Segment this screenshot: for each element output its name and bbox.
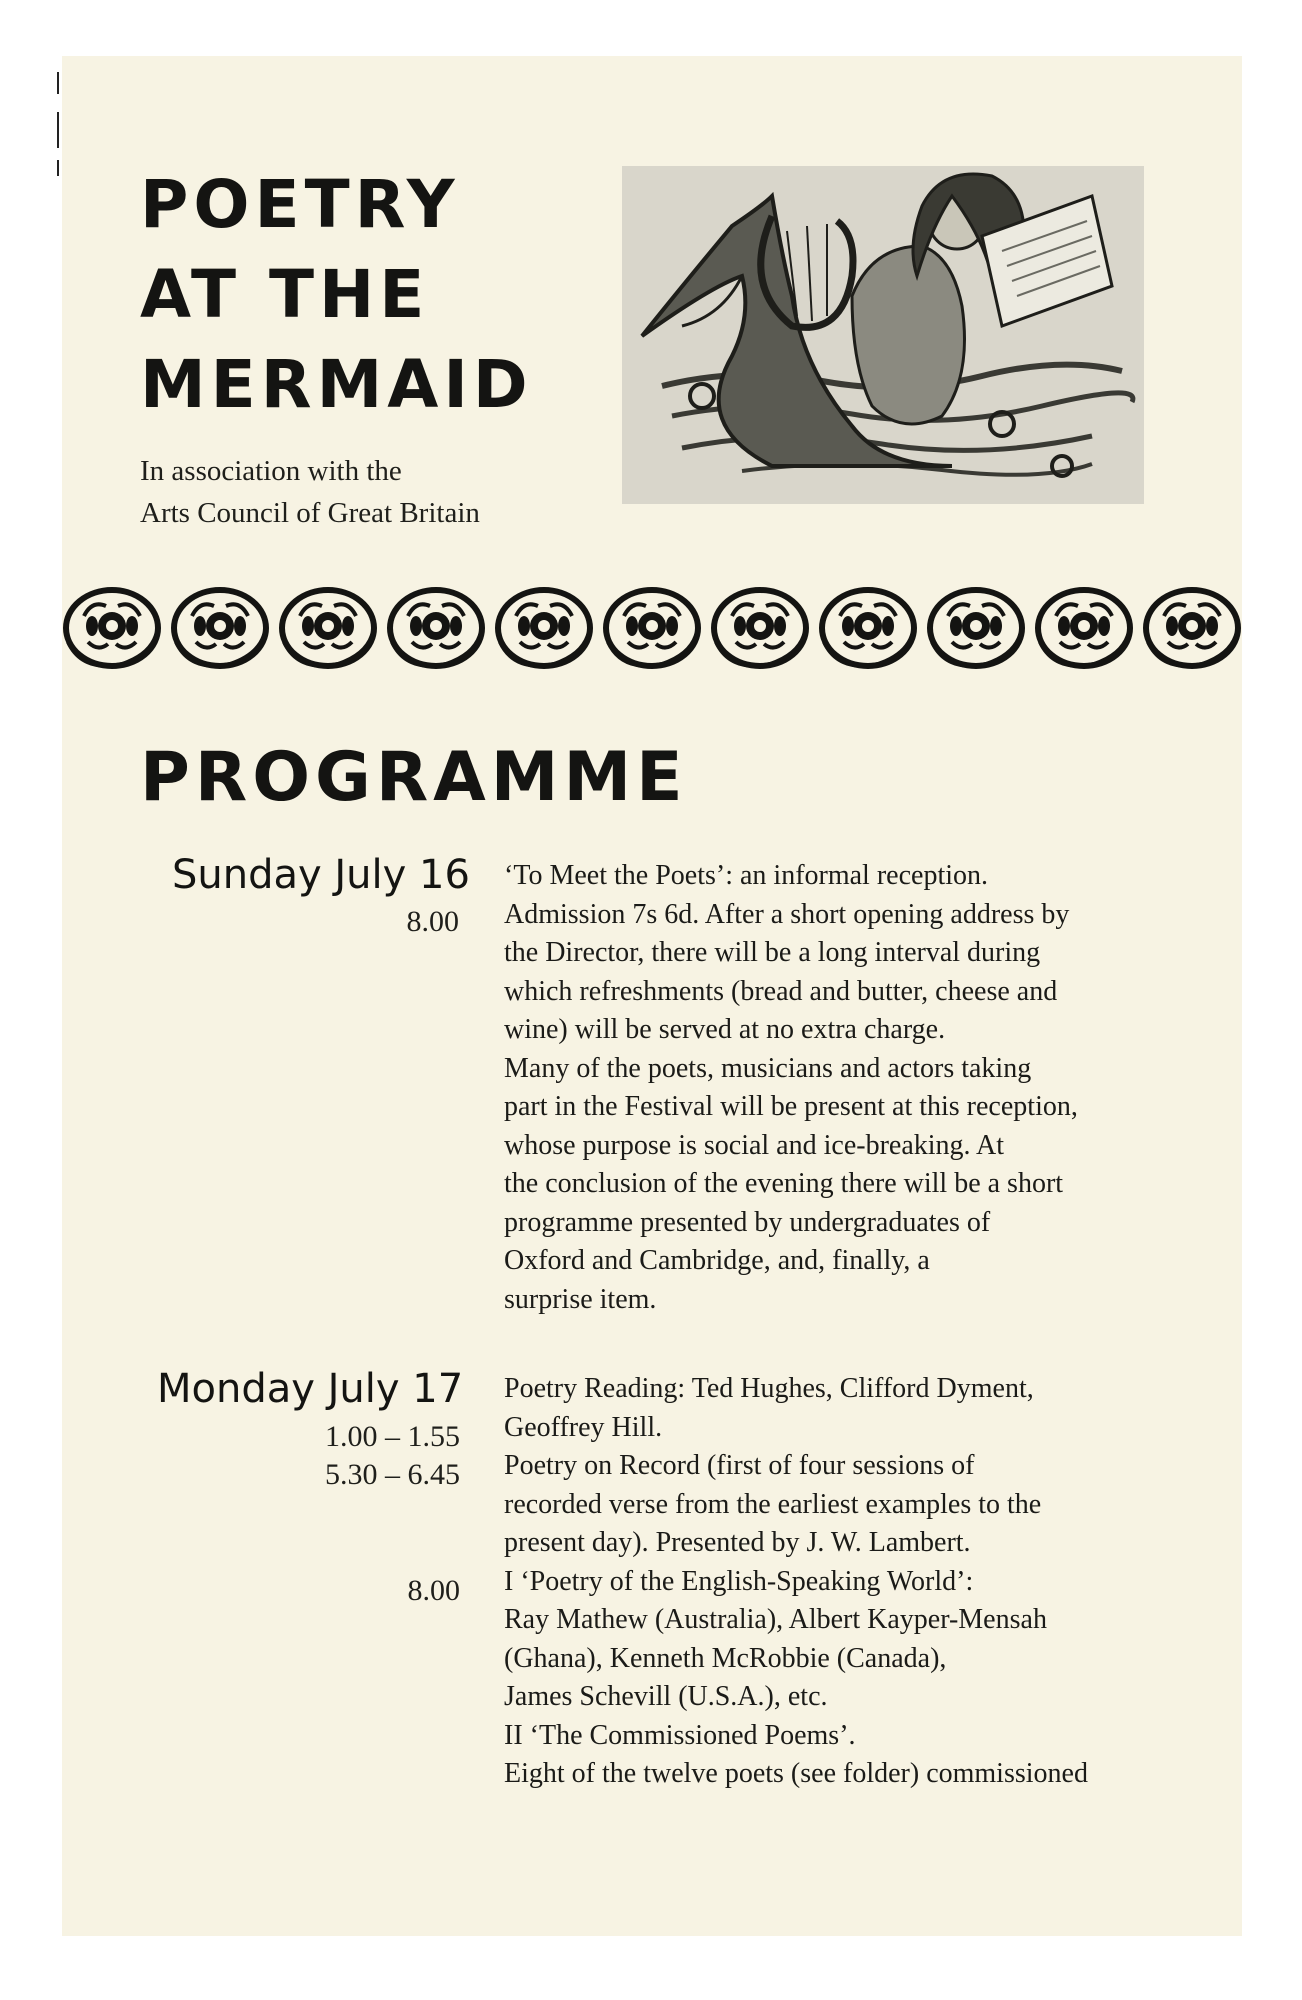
monday-programme [504, 1370, 1204, 1794]
title-line: MERMAID [140, 346, 533, 423]
programme-heading: PROGRAMME [140, 738, 688, 817]
scan-edge-mark [57, 112, 59, 148]
programme-line: Eight of the twelve poets (see folder) commissioned [504, 1758, 1088, 1789]
programme-line: Poetry Reading: Ted Hughes, Clifford Dyment, [504, 1373, 1034, 1404]
programme-line: Oxford and Cambridge, and, finally, a [504, 1245, 930, 1276]
programme-line: James Schevill (U.S.A.), etc. [504, 1681, 828, 1712]
programme-line: surprise item. [504, 1283, 657, 1315]
mermaid-with-lyre-icon [622, 166, 1144, 504]
programme-line: II ‘The Commissioned Poems’. [504, 1719, 856, 1751]
sunday-programme [504, 857, 1204, 1319]
programme-line: the Director, there will be a long interval during [504, 937, 1041, 968]
programme-line: programme presented by undergraduates of [504, 1206, 991, 1238]
sunday-time: 8.00 [406, 905, 459, 938]
programme-line: (Ghana), Kenneth McRobbie (Canada), [504, 1642, 947, 1674]
floral-scroll-icon [62, 582, 1242, 674]
association-credit [140, 450, 480, 534]
programme-line: Ray Mathew (Australia), Albert Kayper-Mensah [504, 1604, 1047, 1635]
monday-time: 1.00 – 1.55 [325, 1420, 460, 1453]
title-line: AT THE [140, 256, 430, 333]
monday-date: Monday July 17 [157, 1366, 464, 1412]
programme-line: ‘To Meet the Poets’: an informal reception. [504, 860, 988, 891]
programme-line: which refreshments (bread and butter, cheese and [504, 975, 1058, 1007]
programme-line: Many of the poets, musicians and actors taking [504, 1052, 1032, 1084]
programme-line: Admission 7s 6d. After a short opening address by [504, 898, 1070, 930]
monday-time: 5.30 – 6.45 [325, 1458, 460, 1491]
programme-line: part in the Festival will be present at this reception, [504, 1091, 1078, 1122]
association-line: Arts Council of Great Britain [140, 497, 480, 529]
programme-line: I ‘Poetry of the English-Speaking World’: [504, 1565, 974, 1597]
scan-edge-mark [57, 72, 59, 94]
programme-line: present day). Presented by J. W. Lambert. [504, 1527, 971, 1558]
programme-line: recorded verse from the earliest examples to the [504, 1488, 1042, 1520]
scan-edge-mark [57, 160, 59, 176]
sunday-date: Sunday July 16 [172, 852, 470, 898]
association-line: In association with the [140, 455, 402, 487]
title-line: POETRY [140, 166, 460, 243]
programme-line: Geoffrey Hill. [504, 1411, 663, 1443]
monday-time: 8.00 [407, 1574, 460, 1607]
programme-line: wine) will be served at no extra charge. [504, 1014, 946, 1045]
programme-line: whose purpose is social and ice-breaking. At [504, 1129, 1004, 1161]
poster-title [140, 160, 533, 430]
programme-line: the conclusion of the evening there will be a short [504, 1168, 1064, 1199]
programme-line: Poetry on Record (first of four sessions of [504, 1450, 975, 1481]
